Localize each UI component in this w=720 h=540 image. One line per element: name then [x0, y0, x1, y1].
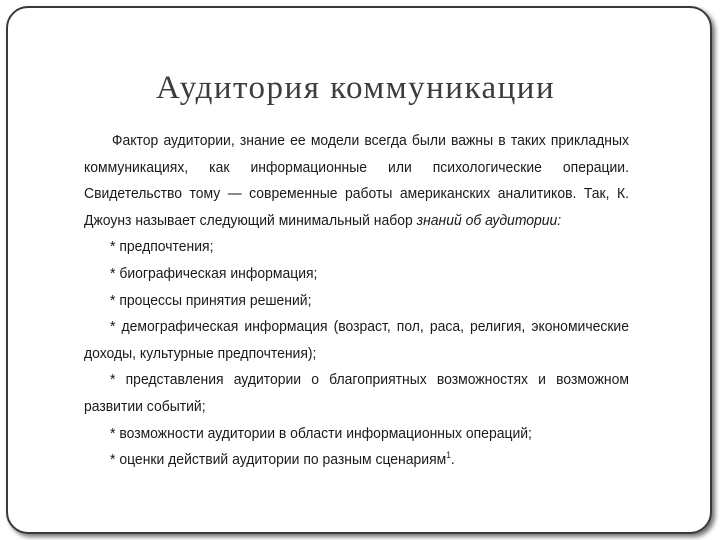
- slide: [6, 6, 712, 534]
- slide-title: Аудитория коммуникации: [156, 70, 556, 106]
- list-item: * процессы принятия решений;: [110, 291, 312, 309]
- list-item-last: [84, 447, 629, 474]
- list-item: * предпочтения;: [110, 238, 214, 256]
- list-item: * возможности аудитории в области информационных операций;: [110, 424, 532, 442]
- final-punct: .: [450, 451, 455, 469]
- list-item: * биографическая информация;: [110, 264, 318, 282]
- list-item-text: * оценки действий аудитории по разным сценариям: [110, 451, 447, 469]
- intro-paragraph: [84, 128, 629, 234]
- list-item: * представления аудитории о благоприятных возможностях и возможном развитии событий;: [84, 371, 629, 415]
- slide-body: [84, 128, 629, 474]
- intro-text: Фактор аудитории, знание ее модели всегда были важны в таких прикладных коммуникациях, как информационные или психологические операции. Свидетельство тому — современные работы американских аналитиков. Так, К. Джоунз называет следующий минимальный набор: [84, 132, 629, 229]
- list-item: * демографическая информация (возраст, пол, раса, религия, экономические доходы, культурные предпочтения);: [84, 318, 629, 362]
- intro-italic: знаний об аудитории:: [416, 211, 562, 229]
- footnote-mark: 1: [446, 450, 451, 461]
